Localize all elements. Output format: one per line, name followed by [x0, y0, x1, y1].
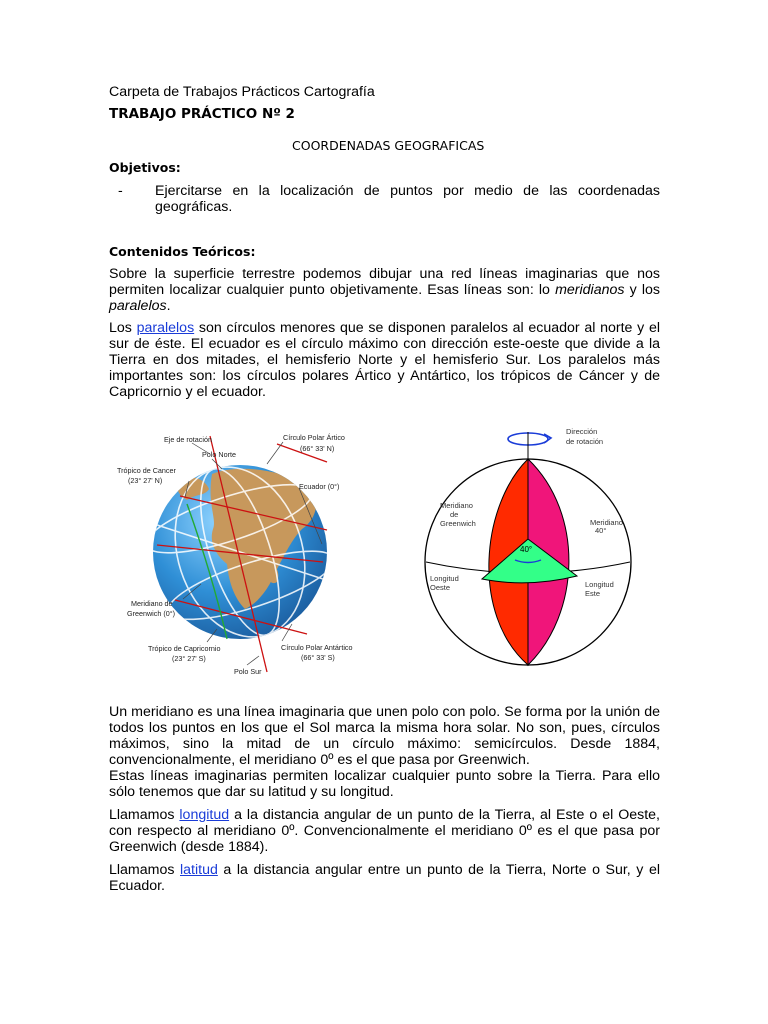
globe-figure — [117, 424, 423, 680]
label-antarctic-deg: (66° 33' S) — [301, 653, 335, 662]
label-cancer-deg: (23° 27' N) — [128, 476, 163, 485]
p5-text-b: a la distancia angular de un punto de la Tierra, al Este o el Oeste, con respecto al meridiano 0º. Convencionalmente el meridiano 0º es el que pasa por Greenwich (desde 1884). — [109, 807, 660, 855]
p6-text-a: Llamamos — [109, 862, 180, 878]
label-greenwich-meridian-2: de — [450, 510, 459, 519]
label-greenwich-meridian-3: Greenwich — [440, 519, 476, 528]
theory-heading: Contenidos Teóricos: — [109, 244, 256, 259]
label-meridian-40-2: 40° — [595, 526, 607, 535]
p2-text-a: Los — [109, 320, 137, 336]
label-meridian-40-1: Meridiano — [590, 518, 623, 527]
label-south-pole: Polo Sur — [234, 667, 262, 676]
label-cancer: Trópico de Cancer — [117, 466, 176, 475]
lune-diagram — [420, 424, 660, 684]
paralelos-link[interactable]: paralelos — [136, 320, 195, 336]
label-west-2: Oeste — [430, 583, 451, 592]
label-rotation-2: de rotación — [566, 437, 604, 446]
label-north-pole: Polo Norte — [202, 450, 236, 459]
label-west-1: Longitud — [430, 574, 459, 583]
p5-text-a: Llamamos — [109, 807, 180, 823]
meridian-paragraph: Un meridiano es una línea imaginaria que unen polo con polo. Se forma por la unión de todos los puntos en los que el Sol marca la misma hora solar. No son, pues, círculos máximos, sino la mitad de un círculo máximo: semicírculos. Desde 1884, convencionalmente, el meridiano 0º es el que pasa por Greenwich. — [109, 704, 660, 768]
p6-text-b: a la distancia angular entre un punto de la Tierra, Norte o Sur, y el Ecuador. — [109, 862, 660, 894]
label-arctic: Círculo Polar Ártico — [283, 433, 345, 442]
latitud-link[interactable]: latitud — [180, 862, 218, 878]
label-capricorn-deg: (23° 27' S) — [172, 654, 206, 663]
p1-text-b: y los — [624, 282, 660, 298]
p1-text-a: Sobre la superficie terrestre podemos dibujar una red líneas imaginarias que nos permiten localizar cualquier punto objetivamente. Esas líneas son: lo — [109, 266, 660, 298]
label-equator: Ecuador (0°) — [299, 482, 340, 491]
practical-title: TRABAJO PRÁCTICO Nº 2 — [109, 106, 295, 122]
label-east-1: Longitud — [585, 580, 614, 589]
label-capricorn: Trópico de Capricornio — [148, 644, 221, 653]
label-angle: 40° — [520, 545, 533, 554]
label-greenwich-2: Greenwich (0°) — [127, 609, 176, 618]
label-rotation-1: Dirección — [566, 427, 598, 436]
longitude-paragraph — [109, 807, 660, 855]
label-arctic-deg: (66° 33' N) — [300, 444, 335, 453]
p2-text-b: son círculos menores que se disponen paralelos al ecuador al norte y el sur de éste. El ecuador es el círculo máximo con dirección este-oeste que divide a la Tierra en dos mitades, el hemisferio Norte y el hemisferio Sur. Los paralelos más importantes son: los círculos polares Ártico y Antártico, los trópicos de Cáncer y de Capricornio y el ecuador. — [109, 320, 660, 400]
theory-paragraph-2 — [109, 320, 660, 400]
label-east-2: Este — [585, 589, 601, 598]
label-axis: Eje de rotación — [164, 435, 212, 444]
theory-paragraph-1 — [109, 266, 660, 314]
location-paragraph: Estas líneas imaginarias permiten localizar cualquier punto sobre la Tierra. Para ello sólo tenemos que dar su latitud y su longitud. — [109, 768, 660, 800]
p1-text-c: . — [166, 298, 171, 314]
folder-title: Carpeta de Trabajos Prácticos Cartografía — [109, 84, 375, 100]
objective-item: Ejercitarse en la localización de puntos por medio de las coordenadas geográficas. — [155, 183, 660, 215]
section-title: COORDENADAS GEOGRAFICAS — [292, 138, 485, 153]
list-dash: - — [118, 183, 123, 199]
p1-paralelos: paralelos — [109, 298, 167, 314]
label-greenwich-1: Meridiano de — [131, 599, 173, 608]
p1-meridianos: meridianos — [555, 282, 625, 298]
latitude-paragraph — [109, 862, 660, 894]
label-greenwich-meridian-1: Meridiano — [440, 501, 473, 510]
label-antarctic: Círculo Polar Antártico — [281, 643, 353, 652]
longitud-link[interactable]: longitud — [179, 807, 230, 823]
objectives-heading: Objetivos: — [109, 160, 181, 175]
